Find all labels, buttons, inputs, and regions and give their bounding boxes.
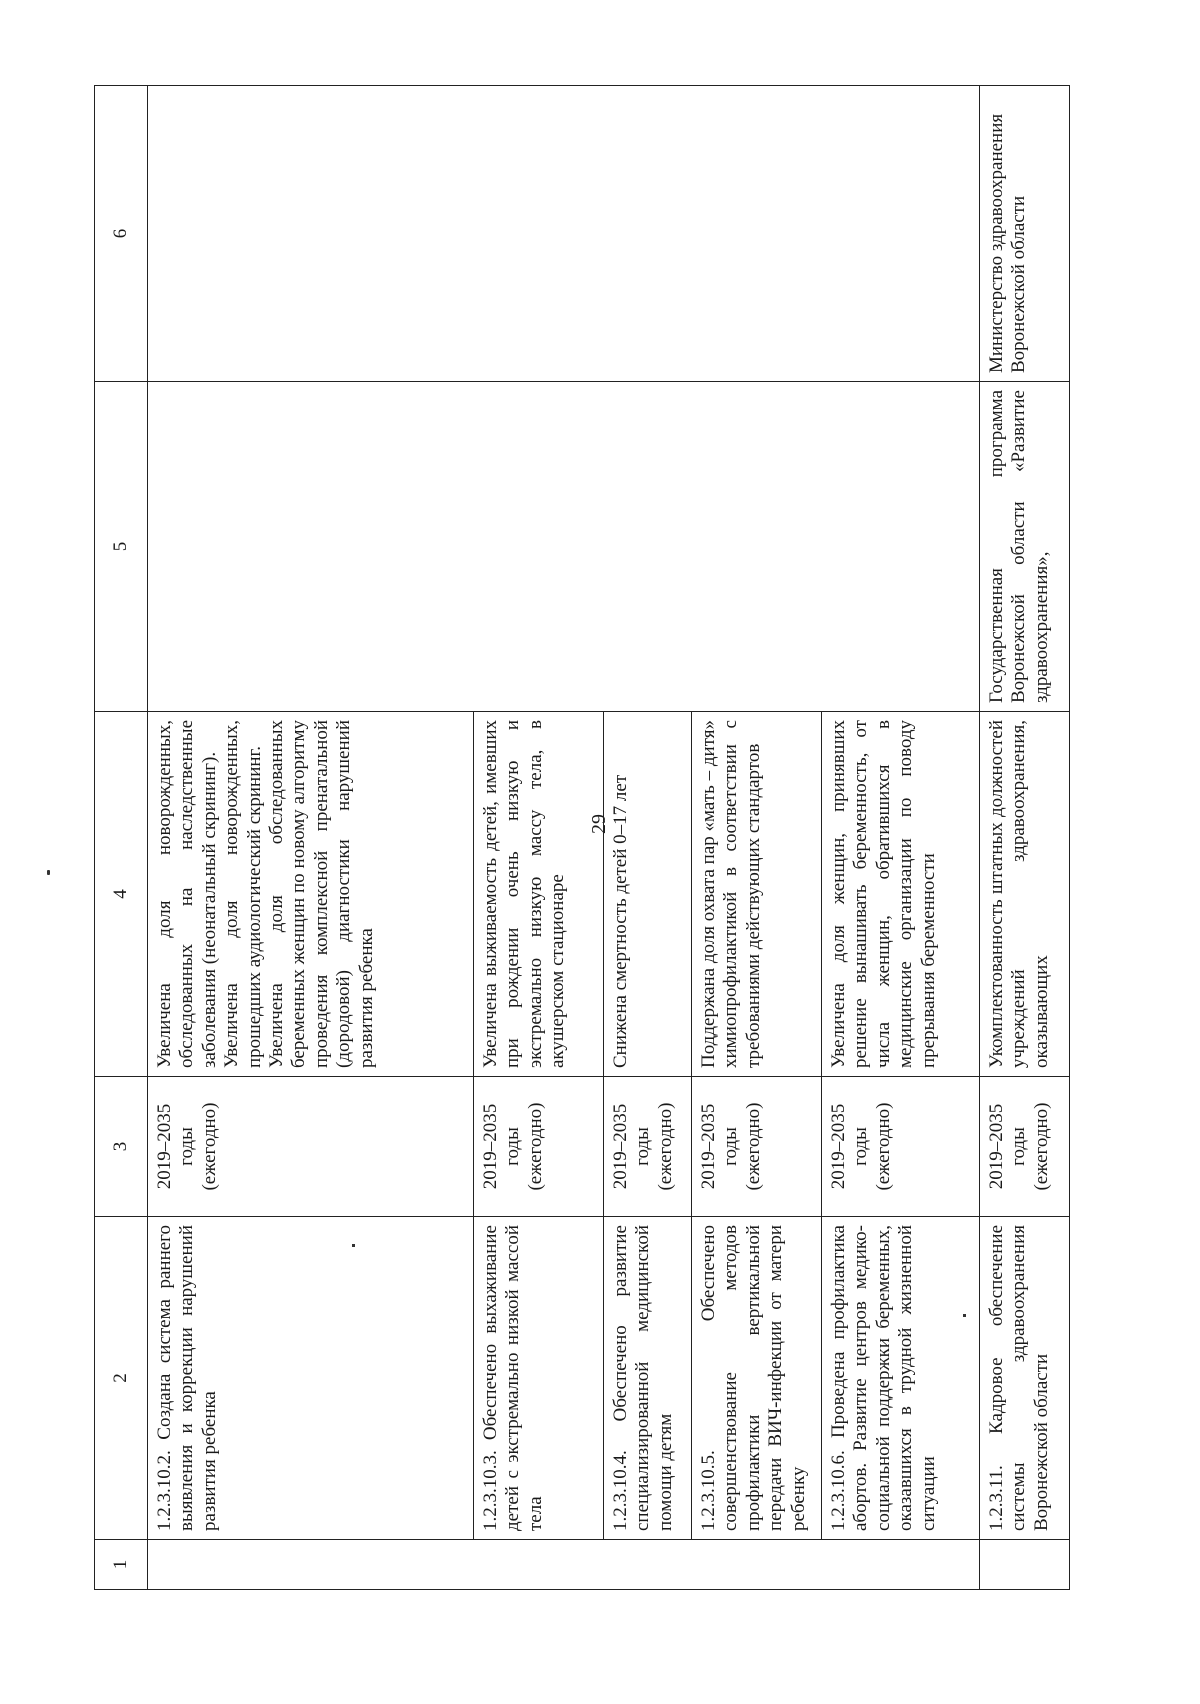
result-line: Увеличена доля новорожденных, прошедших аудиологический скрининг. (221, 720, 265, 1068)
cell-result: Увеличена доля женщин, принявших решение вынашивать беременность, от числа женщин, обратившихся в медицинские организации по поводу прерывания беременности (822, 712, 980, 1077)
cell-executor: Министерство здравоохранения Воронежской области (980, 86, 1070, 382)
cell-period: 2019–2035 годы (ежегодно) (822, 1077, 980, 1217)
cell-measure: 1.2.3.10.3. Обеспечено выхаживание детей с экстремально низкой массой тела (474, 1217, 604, 1540)
rotated-page (94, 86, 1134, 1590)
header-cell: 1 (95, 1540, 148, 1590)
cell-executor (148, 86, 980, 382)
cell-measure: 1.2.3.10.5. Обеспечено совершенствование методов профилактики вертикальной передачи ВИЧ-инфекции от матери ребенку (692, 1217, 822, 1540)
header-cell: 2 (95, 1217, 148, 1540)
header-cell: 5 (95, 382, 148, 712)
cell-result: Поддержана доля охвата пар «мать – дитя» химиопрофилактикой в соответствии с требованиями действующих стандартов (692, 712, 822, 1077)
cell-period: 2019–2035 годы (ежегодно) (604, 1077, 692, 1217)
cell-measure: 1.2.3.10.6. Проведена профилактика абортов. Развитие центров медико-социальной поддержки беременных, оказавшихся в трудной жизненной ситуации (822, 1217, 980, 1540)
cell-period: 2019–2035 годы (ежегодно) (148, 1077, 474, 1217)
cell-result: Увеличена выживаемость детей, имевших при рождении очень низкую и экстремально низкую массу тела, в акушерском стационаре (474, 712, 604, 1077)
header-cell: 4 (95, 712, 148, 1077)
table-row (980, 86, 1070, 1590)
page-number: 29 (588, 814, 610, 834)
cell-program (148, 382, 980, 712)
cell-number (148, 1540, 980, 1590)
cell-period: 2019–2035 годы (ежегодно) (474, 1077, 604, 1217)
measures-table (94, 85, 1070, 1590)
cell-period: 2019–2035 годы (ежегодно) (692, 1077, 822, 1217)
cell-measure: 1.2.3.10.4. Обеспечено развитие специализированной медицинской помощи детям (604, 1217, 692, 1540)
header-cell: 3 (95, 1077, 148, 1217)
header-cell: 6 (95, 86, 148, 382)
result-line: Увеличена доля новорожденных, обследованных на наследственные заболевания (неонатальный скрининг). (154, 720, 220, 1068)
scan-speck (47, 870, 50, 875)
cell-period: 2019–2035 годы (ежегодно) (980, 1077, 1070, 1217)
cell-result (148, 712, 474, 1077)
cell-measure: 1.2.3.10.2. Создана система раннего выявления и коррекции нарушений развития ребенка (148, 1217, 474, 1540)
result-line: Увеличена доля обследованных беременных женщин по новому алгоритму проведения комплексной пренатальной (дородовой) диагностики нарушений развития ребенка (266, 720, 377, 1068)
cell-number (980, 1540, 1070, 1590)
table-row (148, 86, 474, 1590)
header-row (95, 86, 148, 1590)
cell-measure: 1.2.3.11. Кадровое обеспечение системы здравоохранения Воронежской области (980, 1217, 1070, 1540)
cell-result: Укомплектованность штатных должностей учреждений здравоохранения, оказывающих (980, 712, 1070, 1077)
cell-program: Государственная программа Воронежской области «Развитие здравоохранения», (980, 382, 1070, 712)
cell-result: Снижена смертность детей 0–17 лет (604, 712, 692, 1077)
